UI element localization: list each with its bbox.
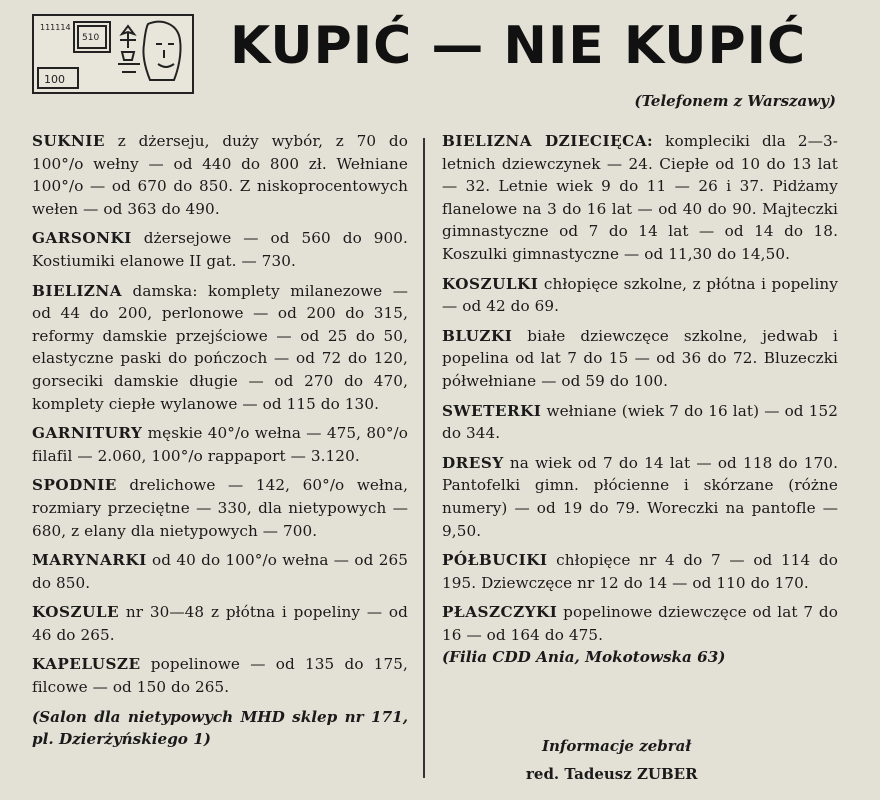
column-divider — [423, 138, 425, 778]
category-heading: PŁASZCZYKI — [442, 603, 558, 622]
price-entry — [32, 549, 408, 594]
price-text: na wiek od 7 do 14 lat — od 118 do 170. Pantofelki gimn. płócienne i skórzane (różne numery) — od 19 do 79. Woreczki na pantofle — 9,50. — [442, 453, 838, 540]
category-heading: PÓŁBUCIKI — [442, 551, 548, 570]
price-entry — [32, 280, 408, 416]
price-text: nr 30—48 z płótna i popeliny — od 46 do 265. — [32, 603, 408, 644]
category-heading: KOSZULE — [32, 603, 120, 622]
category-heading: KAPELUSZE — [32, 655, 141, 674]
author-credit — [442, 732, 838, 788]
category-heading: BIELIZNA — [32, 281, 123, 300]
price-text: męskie 40°/o wełna — 475, 80°/o filafil — 2.060, 100°/o rappaport — 3.120. — [32, 424, 408, 465]
category-heading: MARYNARKI — [32, 551, 147, 570]
price-text: wełniane (wiek 7 do 16 lat) — od 152 do 344. — [442, 401, 838, 443]
credit-line: Informacje zebrał — [542, 737, 692, 755]
page-title: KUPIĆ — NIE KUPIĆ — [230, 16, 807, 76]
logo-caption-bottom: 100 — [44, 73, 65, 86]
price-text: damska: komplety milanezowe — od 44 do 200, perlonowe — od 200 do 315, reformy damskie przejściowe — od 25 do 50, elastyczne paski do pończoch — od 72 do 120, gorseciki damskie długie — od 270 do 470, komplety ciepłe wylanowe — od 115 do 130. — [32, 281, 408, 413]
price-text: chłopięce szkolne, z płótna i popeliny — od 42 do 69. — [442, 274, 838, 316]
price-text: kompleciki dla 2—3-letnich dziewczynek — 24. Ciepłe od 10 do 13 lat — 32. Letnie wiek 9 do 11 — 26 i 37. Pidżamy flanelowe na 3 do 16 lat — od 40 do 90. Majteczki gimnastyczne od 7 do 14 lat — od 14 do 18. Koszulki gimnastyczne — od 11,30 do 14,50. — [442, 132, 838, 263]
price-entry — [442, 601, 838, 646]
category-heading: GARSONKI — [32, 229, 132, 248]
price-text: popelinowe — od 135 do 175, filcowe — od 150 do 265. — [32, 655, 408, 697]
portrait-drawing — [143, 22, 180, 80]
logo-caption-top: 111114 — [40, 23, 71, 32]
price-text: chłopięce nr 4 do 7 — od 114 do 195. Dziewczęce nr 12 do 14 — od 110 do 170. — [442, 551, 838, 592]
price-entry — [32, 227, 408, 272]
price-entry — [32, 422, 408, 467]
category-heading: SUKNIE — [32, 132, 105, 150]
price-text: drelichowe — 142, 60°/o wełna, rozmiary przeciętne — 330, dla nietypowych — 680, z elany dla nietypowych — 700. — [32, 476, 408, 540]
column-logo — [32, 14, 194, 94]
price-entry — [32, 653, 408, 698]
price-entry — [32, 130, 408, 220]
category-heading: BIELIZNA DZIECIĘCA: — [442, 132, 654, 150]
price-entry — [442, 400, 838, 445]
price-text: białe dziewczęce szkolne, jedwab i popelina od lat 7 do 15 — od 36 do 72. Bluzeczki półwełniane — od 59 do 100. — [442, 326, 838, 390]
eagle-emblem-drawing — [118, 26, 140, 72]
category-heading: BLUZKI — [442, 326, 513, 345]
store-source-note: (Salon dla nietypowych MHD sklep nr 171, pl. Dzierżyńskiego 1) — [32, 707, 408, 749]
price-entry — [32, 601, 408, 646]
price-text: od 40 do 100°/o wełna — od 265 do 850. — [32, 551, 408, 592]
author-name: red. Tadeusz ZUBER — [526, 765, 698, 783]
price-text: dżersejowe — od 560 do 900. Kostiumiki elanowe II gat. — 730. — [32, 229, 408, 270]
category-heading: KOSZULKI — [442, 274, 539, 293]
right-column — [442, 130, 838, 669]
price-entry — [442, 130, 838, 266]
price-entry — [442, 325, 838, 393]
price-entry — [442, 273, 838, 318]
dateline: (Telefonem z Warszawy) — [634, 92, 836, 110]
category-heading: GARNITURY — [32, 424, 143, 443]
store-source-note: (Filia CDD Ania, Mokotowska 63) — [442, 648, 726, 667]
price-entry — [442, 452, 838, 542]
left-column — [32, 130, 408, 751]
price-entry — [442, 549, 838, 594]
price-text: popelinowe dziewczęce od lat 7 do 16 — od 164 do 475. — [442, 603, 838, 644]
category-heading: SWETERKI — [442, 401, 542, 420]
price-text: z dżerseju, duży wybór, z 70 do 100°/o wełny — od 440 do 800 zł. Wełniane 100°/o — od 670 do 850. Z niskoprocentowych wełen — od 363 do 490. — [32, 132, 408, 218]
logo-caption-value: 510 — [82, 33, 100, 43]
logo-illustration — [34, 16, 192, 92]
category-heading: DRESY — [442, 453, 504, 472]
category-heading: SPODNIE — [32, 476, 117, 495]
price-entry — [32, 474, 408, 542]
